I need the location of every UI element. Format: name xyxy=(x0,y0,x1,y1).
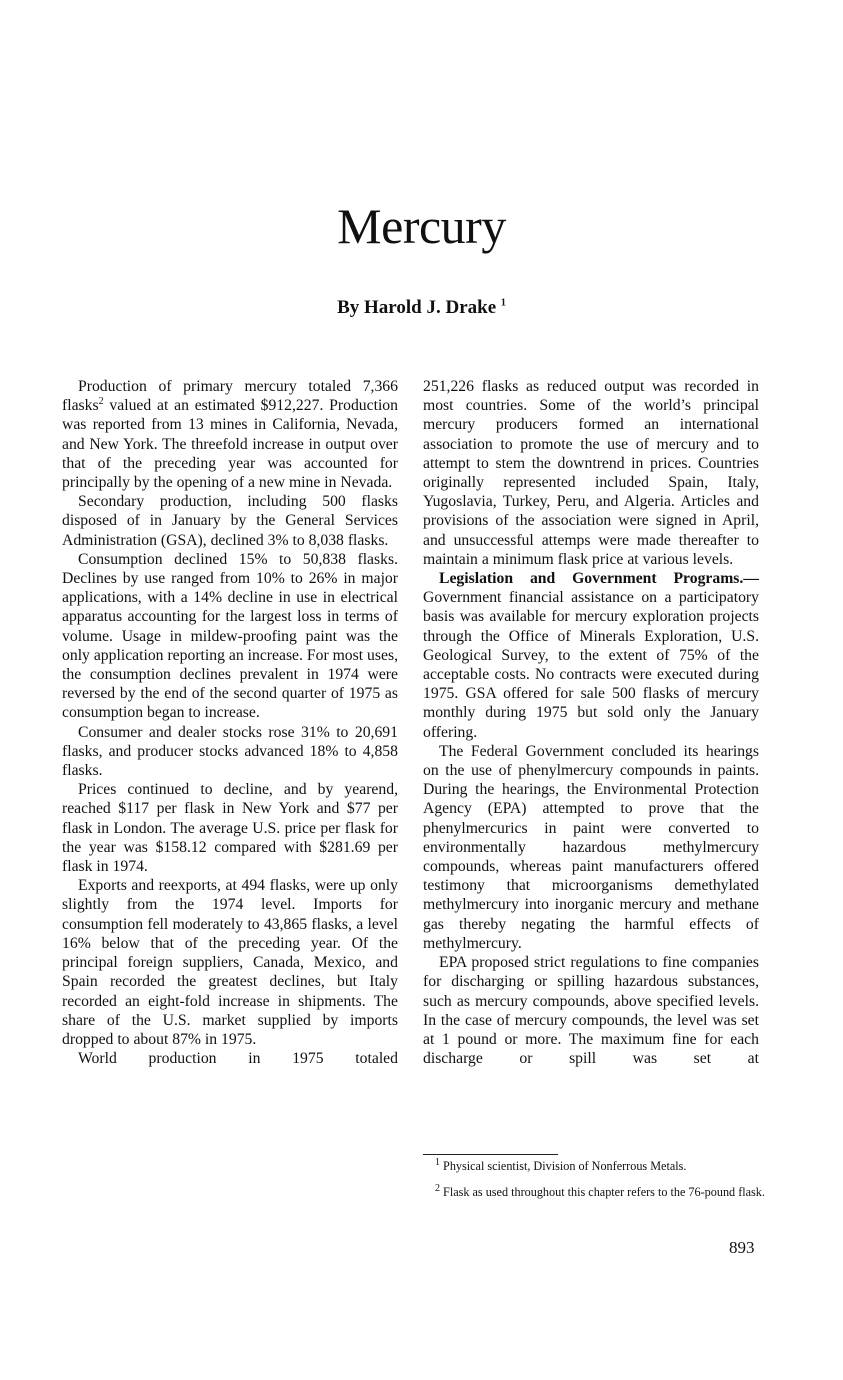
author-byline xyxy=(0,296,843,320)
paragraph-prices: Prices continued to decline, and by yearend, reached $117 per flask in New York and $77 per flask in London. The average U.S. price per flask for the year was $158.12 compared with $281.69 per flask in 1974. xyxy=(62,781,398,876)
section-heading-legislation: Legislation and Government Programs.— xyxy=(439,570,759,588)
footnote-rule xyxy=(423,1154,558,1158)
footnote-mark-2: 2 xyxy=(98,395,104,407)
paragraph-epa-regulations: EPA proposed strict regulations to fine companies for discharging or spilling hazardous substances, such as mercury compounds, above specified levels. In the case of mercury compounds, the level was set at 1 pound or more. The maximum fine for each discharge or spill was set at xyxy=(423,954,759,1068)
footnote-1: $^1$ Physical scientist, Division of Nonferrous Metals. xyxy=(435,1156,687,1173)
right-column xyxy=(423,377,759,1068)
author-name: By Harold J. Drake xyxy=(337,297,497,318)
paragraph-consumption: Consumption declined 15% to 50,838 flasks. Declines by use ranged from 10% to 26% in major applications, with a 14% decline in use in electrical apparatus accounting for the largest loss in terms of volume. Usage in mildew-proofing paint was the only application reporting an increase. For most uses, the consumption declines prevalent in 1974 were reversed by the end of the second quarter of 1975 as consumption began to increase. xyxy=(62,550,398,722)
paragraph-legislation: Legislation and Government Programs.— Government financial assistance on a participatory basis was available for mercury exploration projects through the Office of Minerals Exploration, U.S. Geological Survey, to the extent of 75% of the acceptable costs. No contracts were executed during 1975. GSA offered for sale 500 flasks of mercury monthly during 1975 but sold only the January offering. xyxy=(423,570,759,741)
footnote-mark-1: 1 xyxy=(500,297,506,309)
page-title: Mercury xyxy=(337,198,506,254)
paragraph-world-production: World production in 1975 totaled xyxy=(78,1050,398,1068)
page-number: 893 xyxy=(729,1238,755,1257)
paragraph-trade: Exports and reexports, at 494 flasks, were up only slightly from the 1974 level. Imports for consumption fell moderately to 43,865 flasks, a level 16% below that of the preceding year. Of the principal foreign suppliers, Canada, Mexico, and Spain recorded the greatest declines, but Italy recorded an eight-fold increase in shipments. The share of the U.S. market supplied by imports dropped to about 87% in 1975. xyxy=(62,877,398,1048)
left-column xyxy=(62,377,398,1068)
paragraph-production: Production of primary mercury totaled 7,366 flasks$^2$ valued at an estimated $912,227. Production was reported from 13 mines in California, Nevada, and New York. The threefold increase in output over that of the preceding year was accounted for principally by the opening of a new mine in Nevada. xyxy=(62,378,398,492)
paragraph-secondary-production: Secondary production, including 500 flasks disposed of in January by the General Services Administration (GSA), declined 3% to 8,038 flasks. xyxy=(62,493,398,549)
paragraph-world-production-cont: 251,226 flasks as reduced output was recorded in most countries. Some of the world’s principal mercury producers formed an international association to promote the use of mercury and to attempt to stem the downtrend in prices. Countries originally represented included Spain, Italy, Yugoslavia, Turkey, Peru, and Algeria. Articles and provisions of the association were signed in April, and unsuccessful attemps were made thereafter to maintain a minimum flask price at various levels. xyxy=(423,378,759,568)
paragraph-hearings: The Federal Government concluded its hearings on the use of phenylmercury compounds in paints. During the hearings, the Environmental Protection Agency (EPA) attempted to prove that the phenylmercurics in paint were converted to environmentally hazardous methylmercury compounds, whereas paint manufacturers offered testimony that microorganisms demethylated methylmercury into inorganic mercury and methane gas thereby negating the harmful effects of methylmercury. xyxy=(423,742,759,952)
paragraph-stocks: Consumer and dealer stocks rose 31% to 20,691 flasks, and producer stocks advanced 18% to 4,858 flasks. xyxy=(62,723,398,780)
footnote-2: $^2$ Flask as used throughout this chapter refers to the 76-pound flask. xyxy=(435,1182,765,1199)
